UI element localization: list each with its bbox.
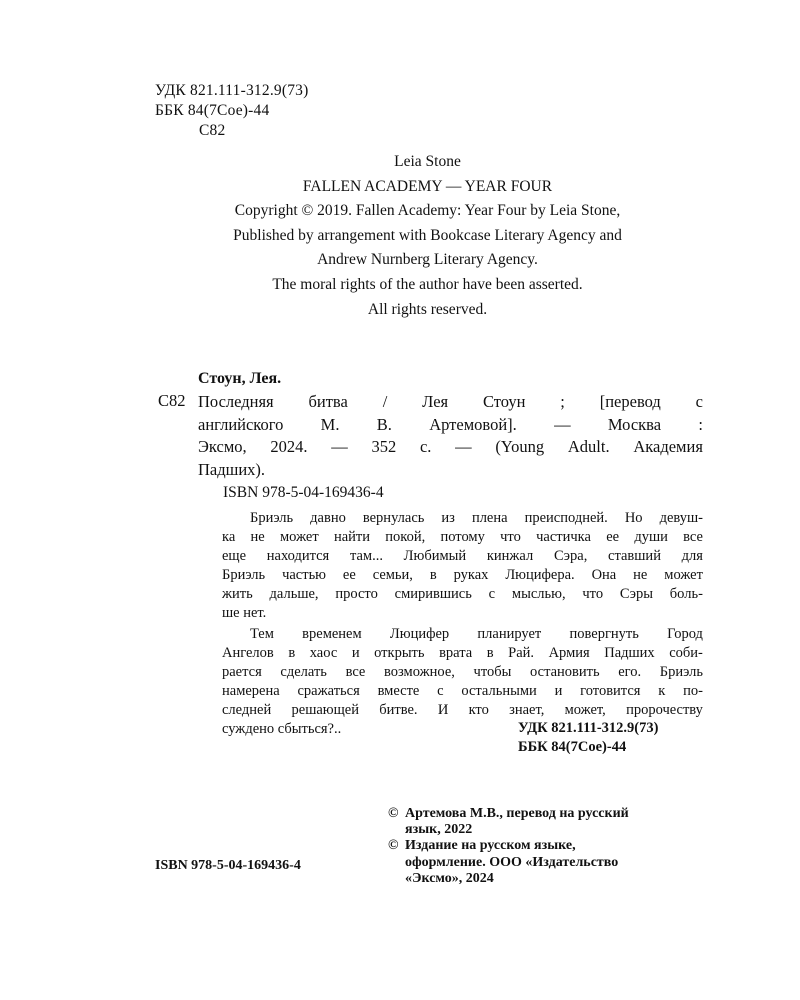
annotation-line: рается сделать все возможное, чтобы остановить его. Бриэль	[222, 664, 703, 681]
isbn: ISBN 978-5-04-169436-4	[223, 484, 384, 501]
annotation-line: намерена сражаться вместе с остальными и готовится к по-	[222, 683, 703, 700]
annotation-line: ка не может найти покой, потому что частичка ее души все	[222, 528, 703, 545]
bbk-code: ББК 84(7Сое)-44	[155, 102, 270, 119]
annotation-line: ше нет.	[222, 604, 267, 621]
udk-code: УДК 821.111-312.9(73)	[518, 720, 659, 736]
isbn-bottom: ISBN 978-5-04-169436-4	[155, 858, 301, 873]
russian-copyright	[388, 806, 629, 887]
classification-block-top	[155, 81, 308, 141]
annotation-line: жить дальше, просто смирившись с мыслью, что Сэры боль-	[222, 585, 703, 602]
annotation-line: Бриэль частью ее семьи, в руках Люцифера. Она не может	[222, 566, 703, 583]
rights-reserved: All rights reserved.	[367, 300, 488, 318]
original-series: FALLEN ACADEMY — YEAR FOUR	[302, 177, 553, 195]
annotation-line: еще находится там... Любимый кинжал Сэра, ставший для	[222, 547, 703, 564]
classification-block-bottom	[518, 719, 658, 756]
annotation-line: Ангелов в хаос и открыть врата в Рай. Армия Падших соби-	[222, 645, 703, 662]
copyright-line: Издание на русском языке,	[405, 838, 576, 854]
bibliographic-description	[198, 391, 703, 481]
copyright-line: Andrew Nurnberg Literary Agency.	[317, 251, 538, 269]
original-author: Leia Stone	[394, 153, 461, 170]
annotation-line: следней решающей битве. И кто знает, может, пророчеству	[222, 702, 703, 719]
copyright-line: оформление. ООО «Издательство	[405, 854, 619, 870]
copyright-line: язык, 2022	[405, 822, 473, 838]
annotation-line: Бриэль давно вернулась из плена преисподней. Но девуш-	[250, 510, 703, 526]
bibliographic-code: С82	[158, 391, 186, 410]
bibliographic-author: Стоун, Лея.	[198, 370, 282, 387]
copyright-line: «Эксмо», 2024	[405, 870, 494, 886]
copyright-symbol: ©	[388, 806, 399, 821]
annotation-line: Тем временем Люцифер планирует повергнуть Город	[250, 626, 703, 643]
author-sign: С82	[199, 122, 226, 139]
bibliographic-line: Последняя битва / Лея Стоун ; [перевод с	[198, 392, 703, 411]
copyright-line: Артемова М.В., перевод на русский	[405, 806, 629, 821]
original-credits	[150, 150, 705, 322]
udk-code: УДК 821.111-312.9(73)	[155, 82, 309, 99]
bbk-code: ББК 84(7Сое)-44	[518, 738, 627, 755]
moral-rights: The moral rights of the author have been asserted.	[272, 275, 583, 293]
bibliographic-line: Эксмо, 2024. — 352 с. — (Young Adult. Академия	[198, 437, 703, 456]
annotation-line: суждено сбыться?..	[222, 720, 342, 737]
copyright-symbol: ©	[388, 838, 399, 854]
bibliographic-line: Падших).	[198, 459, 266, 479]
annotation	[222, 509, 703, 739]
copyright-line: Published by arrangement with Bookcase Literary Agency and	[233, 226, 622, 244]
copyright-line: Copyright © 2019. Fallen Academy: Year Four by Leia Stone,	[234, 202, 621, 220]
bibliographic-line: английского М. В. Артемовой]. — Москва :	[198, 414, 703, 434]
